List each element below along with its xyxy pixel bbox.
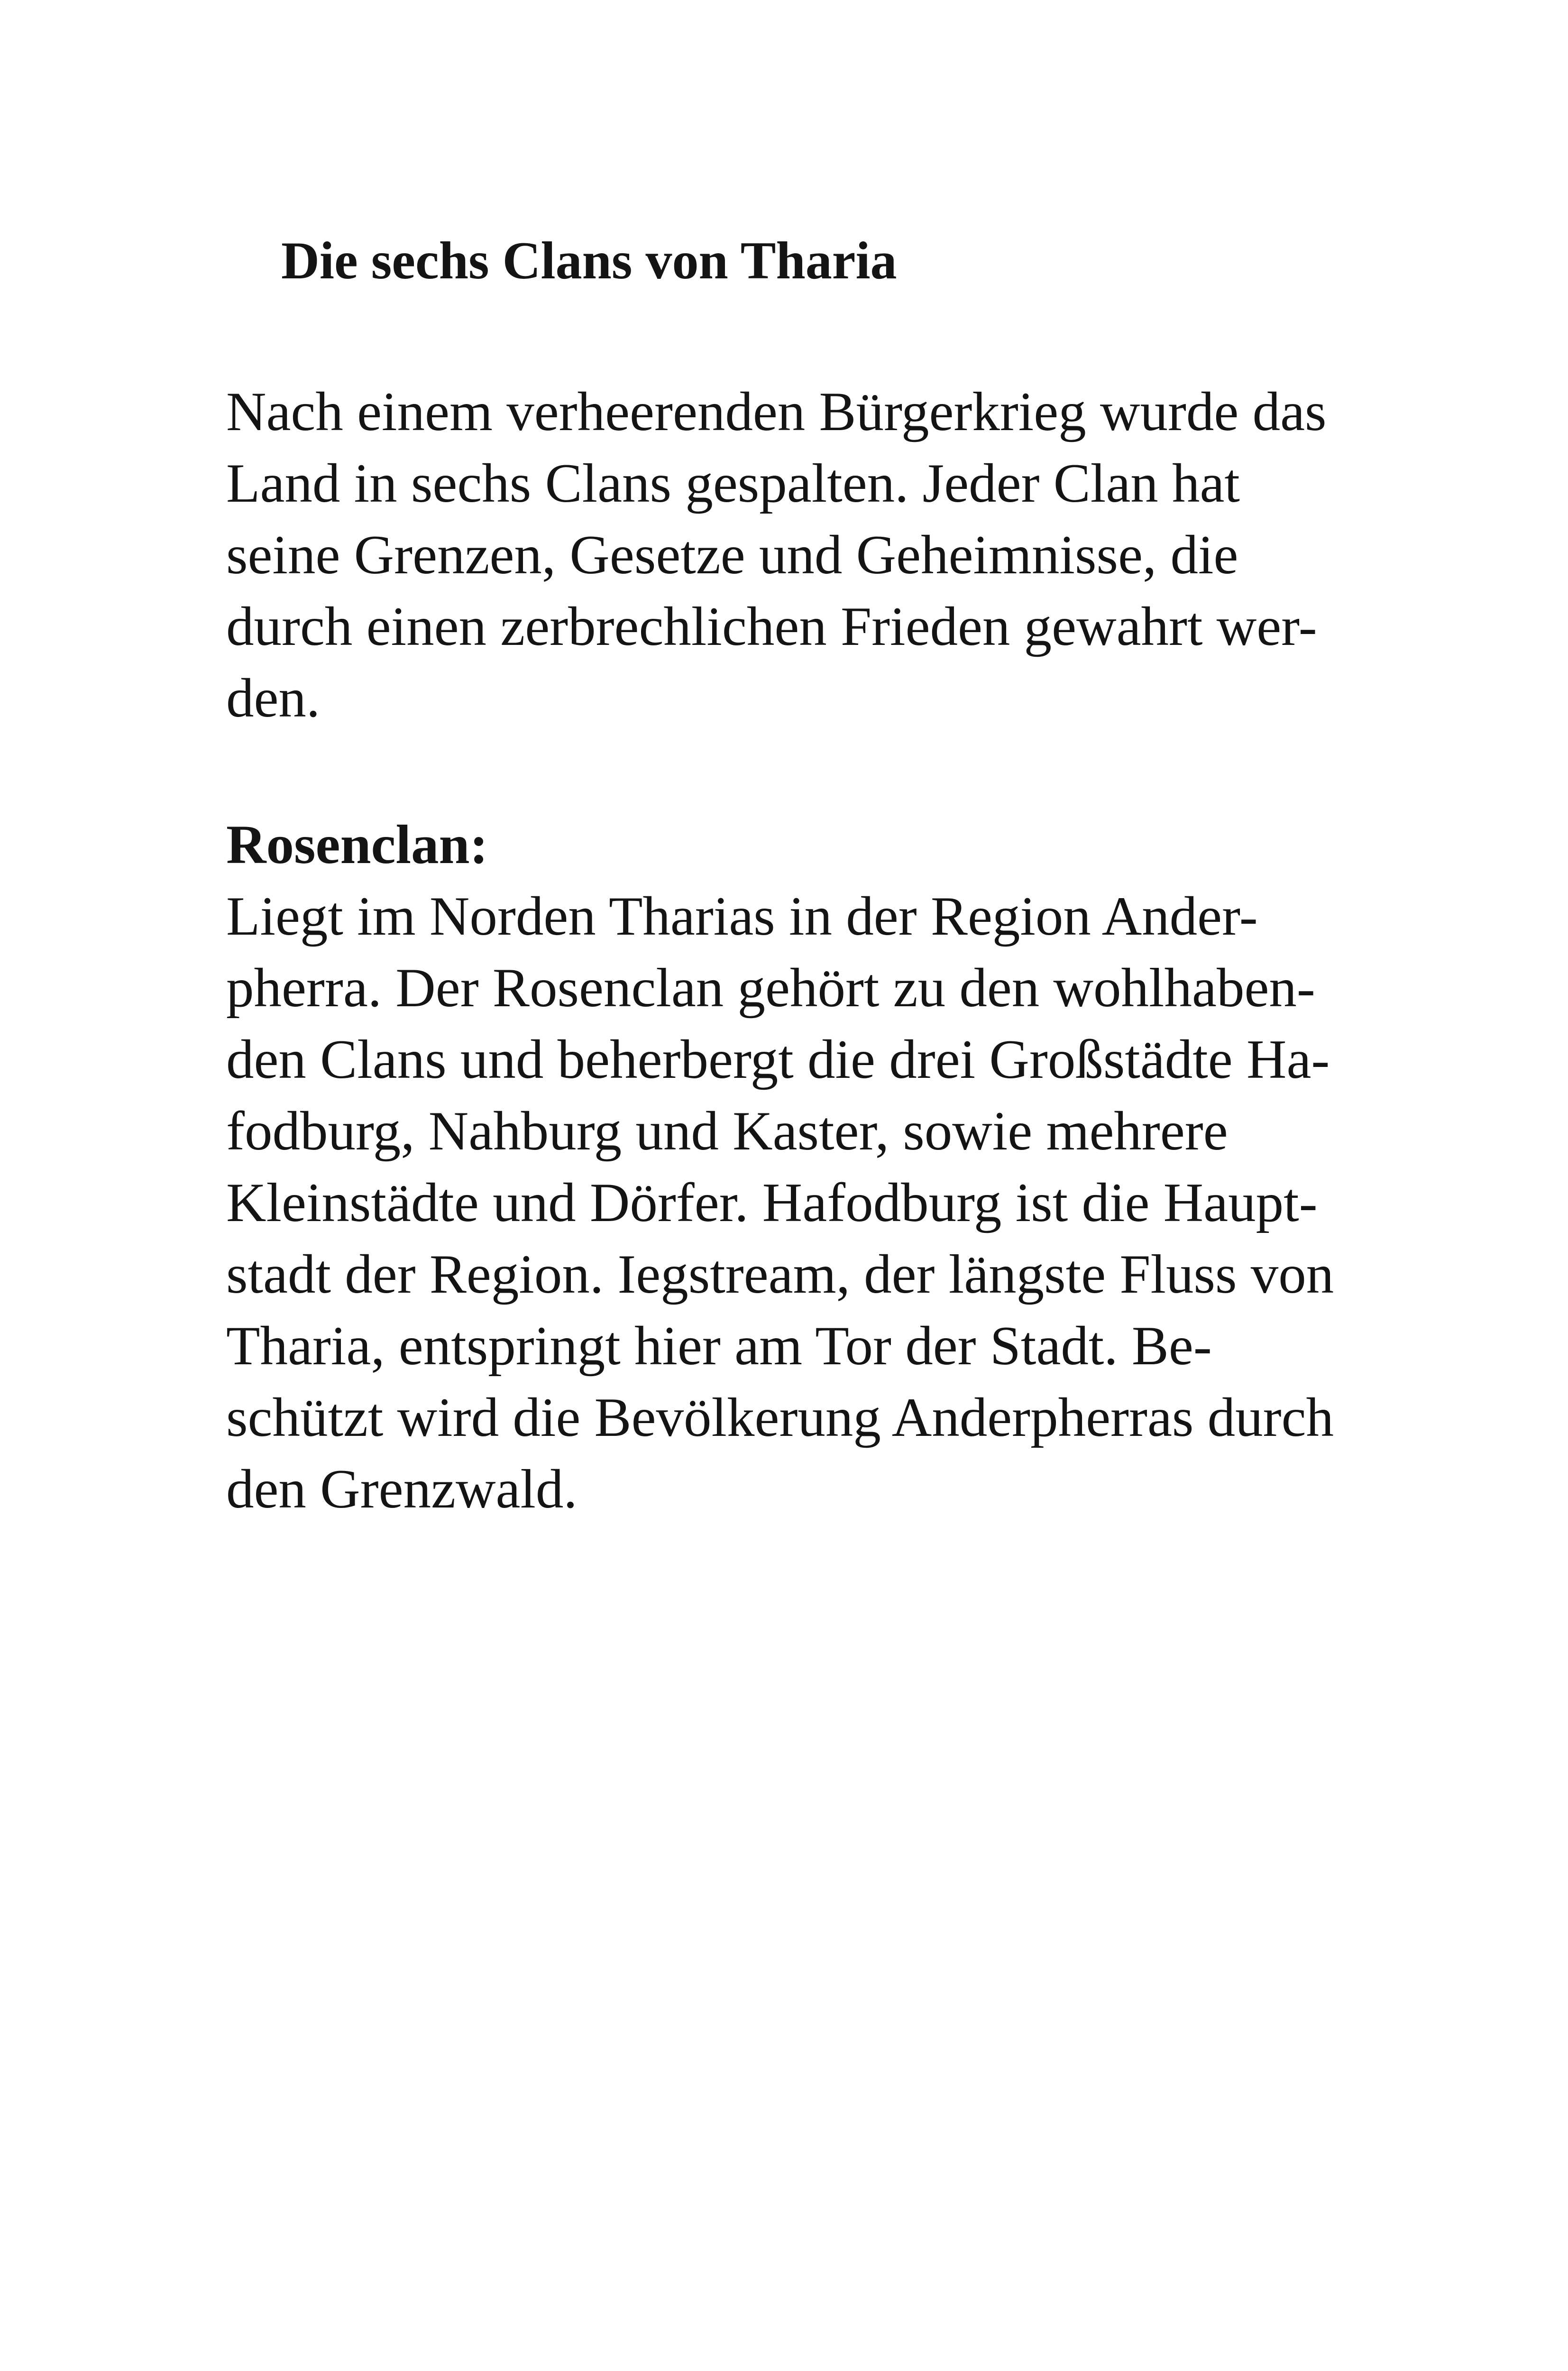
intro-line: durch einen zerbrechlichen Frieden gewahrt wer- bbox=[226, 596, 1317, 657]
section-line: Tharia, entspringt hier am Tor der Stadt. Be- bbox=[226, 1315, 1212, 1377]
section-line: Liegt im Norden Tharias in der Region Ander- bbox=[226, 886, 1258, 947]
intro-line: Land in sechs Clans gespalten. Jeder Clan hat bbox=[226, 453, 1240, 514]
intro-line: den. bbox=[226, 668, 321, 729]
section-line: fodburg, Nahburg und Kaster, sowie mehrere bbox=[226, 1101, 1228, 1162]
rosenclan-section bbox=[226, 809, 1340, 1525]
section-line: schützt wird die Bevölkerung Anderpherras durch bbox=[226, 1387, 1334, 1448]
section-heading: Rosenclan: bbox=[226, 814, 488, 875]
intro-line: seine Grenzen, Gesetze und Geheimnisse, die bbox=[226, 524, 1238, 586]
section-line: den Clans und beherbergt die drei Großstädte Ha- bbox=[226, 1029, 1330, 1090]
section-line: den Grenzwald. bbox=[226, 1459, 578, 1520]
section-line: pherra. Der Rosenclan gehört zu den wohlhaben- bbox=[226, 957, 1315, 1019]
section-line: Kleinstädte und Dörfer. Hafodburg ist die Haupt- bbox=[226, 1172, 1318, 1233]
chapter-title: Die sechs Clans von Tharia bbox=[281, 231, 897, 290]
intro-line: Nach einem verheerenden Bürgerkrieg wurde das bbox=[226, 381, 1327, 442]
section-line: stadt der Region. Iegstream, der längste Fluss von bbox=[226, 1244, 1334, 1305]
intro-paragraph bbox=[226, 376, 1340, 734]
